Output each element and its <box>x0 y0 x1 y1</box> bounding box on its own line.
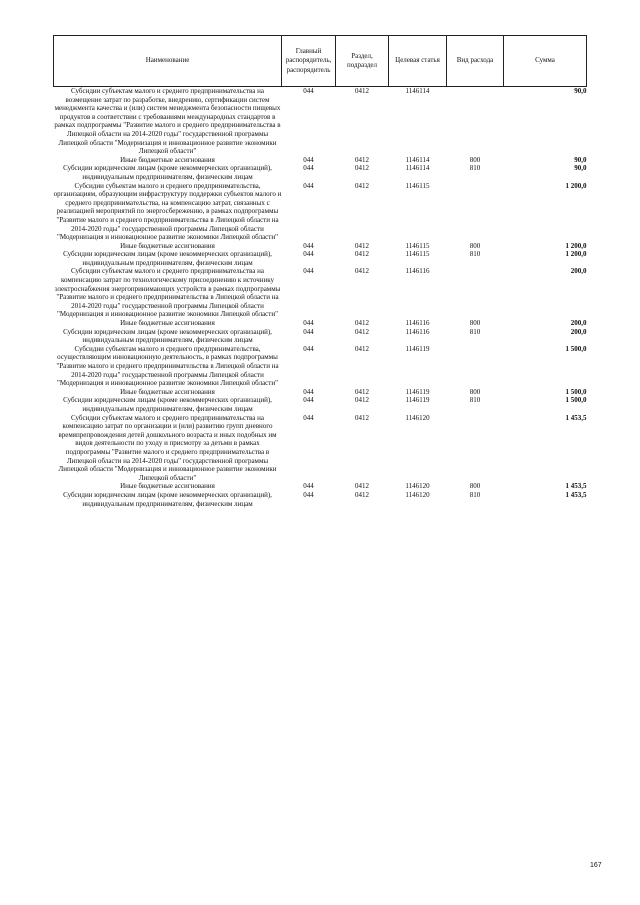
row-section: 0412 <box>355 344 369 353</box>
table-row <box>54 345 587 388</box>
row-sum: 1 200,0 <box>565 241 587 250</box>
row-name: Иные бюджетные ассигнования <box>120 319 215 328</box>
row-section: 0412 <box>355 319 369 328</box>
row-manager: 044 <box>303 413 314 422</box>
row-target: 1146114 <box>405 87 430 95</box>
row-section: 0412 <box>355 181 369 190</box>
row-target: 1146116 <box>405 327 430 336</box>
row-sum: 90,0 <box>574 164 587 173</box>
table-row <box>54 242 587 251</box>
row-manager: 044 <box>303 164 314 173</box>
table-row <box>54 491 587 508</box>
row-section: 0412 <box>355 396 369 405</box>
page-number: 167 <box>590 862 602 869</box>
row-section: 0412 <box>355 490 369 499</box>
row-expense-type: 810 <box>469 396 481 405</box>
header-target: Целевая статья <box>389 36 447 87</box>
row-sum: 1 500,0 <box>565 387 587 396</box>
row-target: 1146116 <box>405 319 430 328</box>
table-row <box>54 267 587 319</box>
row-expense-type: 800 <box>469 482 481 491</box>
row-sum: 1 500,0 <box>565 396 587 405</box>
row-expense-type <box>447 182 504 242</box>
header-expense-type: Вид расхода <box>447 36 504 87</box>
row-section: 0412 <box>355 164 369 173</box>
row-target: 1146115 <box>405 181 430 190</box>
row-target: 1146115 <box>405 241 430 250</box>
row-manager: 044 <box>303 250 314 259</box>
row-manager: 044 <box>303 319 314 328</box>
table-row <box>54 156 587 165</box>
row-expense-type: 810 <box>469 250 481 259</box>
row-name: Субсидии юридическим лицам (кроме некоммерческих организаций), индивидуальным предпринимателям, физическим лицам <box>63 164 272 181</box>
row-sum: 1 200,0 <box>565 250 587 259</box>
table-row <box>54 482 587 491</box>
row-sum: 1 500,0 <box>565 344 587 353</box>
table-body <box>54 87 587 509</box>
budget-table <box>53 35 587 508</box>
row-expense-type: 800 <box>469 387 481 396</box>
table-row <box>54 164 587 181</box>
table-row <box>54 87 587 156</box>
row-name: Иные бюджетные ассигнования <box>120 155 215 164</box>
row-sum: 1 453,5 <box>565 413 587 422</box>
row-sum: 1 200,0 <box>565 181 587 190</box>
row-target: 1146120 <box>405 482 430 491</box>
row-section: 0412 <box>355 413 369 422</box>
row-name: Субсидии юридическим лицам (кроме некоммерческих организаций), индивидуальным предпринимателям, физическим лицам <box>63 490 272 508</box>
row-section: 0412 <box>355 482 369 491</box>
table-row <box>54 414 587 483</box>
header-sum: Сумма <box>504 36 587 87</box>
row-name: Иные бюджетные ассигнования <box>120 482 215 491</box>
row-target: 1146119 <box>405 396 430 405</box>
row-expense-type: 810 <box>469 490 481 499</box>
row-expense-type <box>447 414 504 483</box>
row-target: 1146116 <box>405 267 430 276</box>
header-name: Наименование <box>54 36 282 87</box>
row-sum: 1 453,5 <box>565 490 587 499</box>
header-section: Раздел, подраздел <box>336 36 389 87</box>
row-sum: 90,0 <box>574 155 587 164</box>
row-manager: 044 <box>303 396 314 405</box>
row-name: Субсидии юридическим лицам (кроме некоммерческих организаций), индивидуальным предпринимателям, физическим лицам <box>63 250 272 267</box>
row-name: Субсидии субъектам малого и среднего предпринимательства на компенсацию затрат по технологическому присоединению к источнику электроснабжения энергопринимающих устройств в рамках подпрограммы "Развитие малого и среднего предпринимательства в Липецкой области на 2014-2020 годы" государственной программы Липецкой области "Модернизация и инновационное развитие экономики Липецкой области" <box>54 267 281 319</box>
table-row <box>54 182 587 242</box>
row-sum: 1 453,5 <box>565 482 587 491</box>
row-target: 1146120 <box>405 490 430 499</box>
row-target: 1146119 <box>405 344 430 353</box>
row-sum: 200,0 <box>570 267 587 276</box>
row-name: Субсидии субъектам малого и среднего предпринимательства, осуществляющим инновационную деятельность, в рамках подпрограммы "Развитие малого и среднего предпринимательства в Липецкой области на 2014-2020 годы" государственной программы Липецкой области "Модернизация и инновационное развитие экономики Липецкой области" <box>56 344 279 388</box>
row-section: 0412 <box>355 387 369 396</box>
table-row <box>54 388 587 397</box>
row-expense-type: 810 <box>469 164 481 173</box>
row-sum: 200,0 <box>570 327 587 336</box>
row-expense-type: 800 <box>469 319 481 328</box>
row-name: Субсидии субъектам малого и среднего предпринимательства на компенсацию затрат по организации и (или) развитию групп дневного времяпрепровождения детей дошкольного возраста и иных подобных им видов деятельности по уходу и присмотру за детьми в рамках подпрограммы "Развитие малого и среднего предпринимательства в Липецкой области на 2014-2020 годы" государственной программы Липецкой области "Модернизация и инновационное развитие экономики Липецкой области" <box>58 413 277 482</box>
row-name: Субсидии субъектам малого и среднего предпринимательства на возмещение затрат по разработке, внедрению, сертификации систем менеджмента качества и (или) систем менеджмента безопасности пищевых продуктов в соответствии с требованиями международных стандартов в рамках подпрограммы "Развитие малого и среднего предпринимательства в Липецкой области на 2014-2020 годы" государственной программы Липецкой области "Модернизация и инновационное развитие экономики Липецкой области" <box>54 87 281 156</box>
row-manager: 044 <box>303 181 314 190</box>
table-row <box>54 319 587 328</box>
row-section: 0412 <box>355 155 369 164</box>
row-expense-type <box>447 87 504 156</box>
table-header <box>54 36 587 87</box>
row-expense-type: 800 <box>469 241 481 250</box>
table-row <box>54 328 587 345</box>
row-expense-type: 800 <box>469 155 481 164</box>
row-sum: 200,0 <box>570 319 587 328</box>
row-section: 0412 <box>355 327 369 336</box>
row-section: 0412 <box>355 241 369 250</box>
row-target: 1146120 <box>405 413 430 422</box>
row-manager: 044 <box>303 155 314 164</box>
table-row <box>54 250 587 267</box>
row-section: 0412 <box>355 250 369 259</box>
row-section: 0412 <box>355 267 369 276</box>
row-target: 1146114 <box>405 155 430 164</box>
row-manager: 044 <box>303 490 314 499</box>
row-target: 1146115 <box>405 250 430 259</box>
row-target: 1146114 <box>405 164 430 173</box>
row-target: 1146119 <box>405 387 430 396</box>
row-manager: 044 <box>303 241 314 250</box>
row-manager: 044 <box>303 327 314 336</box>
row-manager: 044 <box>303 267 314 276</box>
row-expense-type <box>447 345 504 388</box>
row-name: Субсидии юридическим лицам (кроме некоммерческих организаций), индивидуальным предпринимателям, физическим лицам <box>63 327 272 345</box>
row-section: 0412 <box>355 87 369 95</box>
row-name: Субсидии субъектам малого и среднего предпринимательства, организациям, образующим инфраструктуру поддержки субъектов малого и среднего предпринимательства, на компенсацию затрат, связанных с реализацией мероприятий по энергосбережению, в рамках подпрограммы "Развитие малого и среднего предпринимательства в Липецкой области на 2014-2020 годы" государственной программы Липецкой области "Модернизация и инновационное развитие экономики Липецкой области" <box>53 181 282 242</box>
row-name: Субсидии юридическим лицам (кроме некоммерческих организаций), индивидуальным предпринимателям, физическим лицам <box>63 396 272 413</box>
row-manager: 044 <box>303 387 314 396</box>
row-manager: 044 <box>303 482 314 491</box>
row-sum: 90,0 <box>574 87 587 95</box>
row-expense-type <box>447 267 504 319</box>
row-manager: 044 <box>303 344 314 353</box>
header-manager: Главный распорядитель, распорядитель <box>282 36 336 87</box>
row-manager: 044 <box>303 87 314 95</box>
table-row <box>54 396 587 413</box>
row-name: Иные бюджетные ассигнования <box>120 241 215 250</box>
row-name: Иные бюджетные ассигнования <box>120 387 215 396</box>
row-expense-type: 810 <box>469 327 481 336</box>
